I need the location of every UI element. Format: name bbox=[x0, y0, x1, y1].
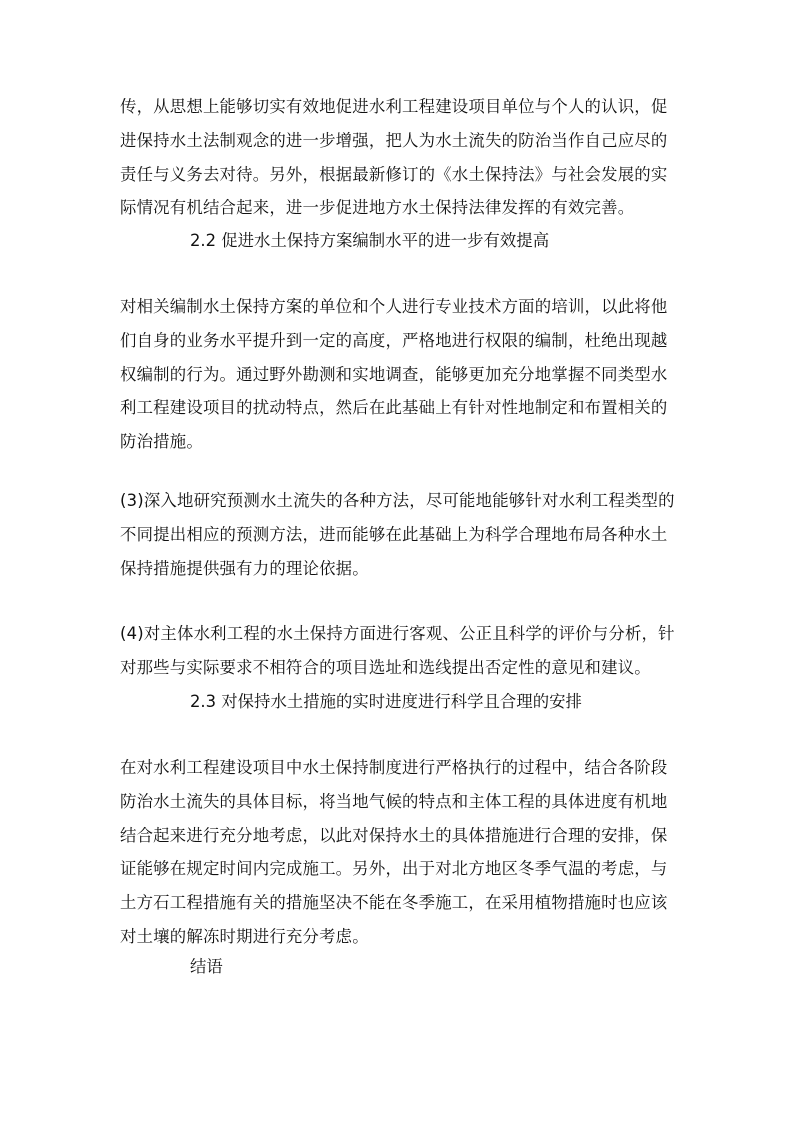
paragraph-legal-awareness: 传，从思想上能够切实有效地促进水利工程建设项目单位与个人的认识，促进保持水土法制观念的进一步增强，把人为水土流失的防治当作自己应尽的责任与义务去对待。另外，根据最新修订的《水土保持法》与社会发展的实际情况有机结合起来，进一步促进地方水土保持法律发挥的有效完善。 bbox=[120, 97, 668, 218]
paragraph-item-3: (3)深入地研究预测水土流失的各种方法，尽可能地能够针对水利工程类型的不同提出相应的预测方法，进而能够在此基础上为科学合理地布局各种水土保持措施提供强有力的理论依据。 bbox=[120, 491, 675, 578]
paragraph-schedule: 在对水利工程建设项目中水土保持制度进行严格执行的过程中，结合各阶段防治水土流失的具体目标，将当地气候的特点和主体工程的具体进度有机地结合起来进行充分地考虑，以此对保持水土的具体措施进行合理的安排，保证能够在规定时间内完成施工。另外，出于对北方地区冬季气温的考虑，与土方石工程措施有关的措施坚决不能在冬季施工，在采用植物措施时也应该对土壤的解冻时期进行充分考虑。 bbox=[120, 758, 668, 946]
paragraph-training: 对相关编制水土保持方案的单位和个人进行专业技术方面的培训，以此将他们自身的业务水平提升到一定的高度，严格地进行权限的编制，杜绝出现越权编制的行为。通过野外勘测和实地调查，能够更加充分地掌握不同类型水利工程建设项目的扰动特点，然后在此基础上有针对性地制定和布置相关的防治措施。 bbox=[120, 297, 668, 452]
section-heading-conclusion: 结语 bbox=[190, 957, 223, 976]
section-heading-2-2: 2.2 促进水土保持方案编制水平的进一步有效提高 bbox=[190, 231, 550, 250]
section-heading-2-3: 2.3 对保持水土措施的实时进度进行科学且合理的安排 bbox=[190, 692, 582, 711]
paragraph-item-4: (4)对主体水利工程的水土保持方面进行客观、公正且科学的评价与分析，针对那些与实际要求不相符合的项目选址和选线提出否定性的意见和建议。 bbox=[120, 624, 675, 677]
